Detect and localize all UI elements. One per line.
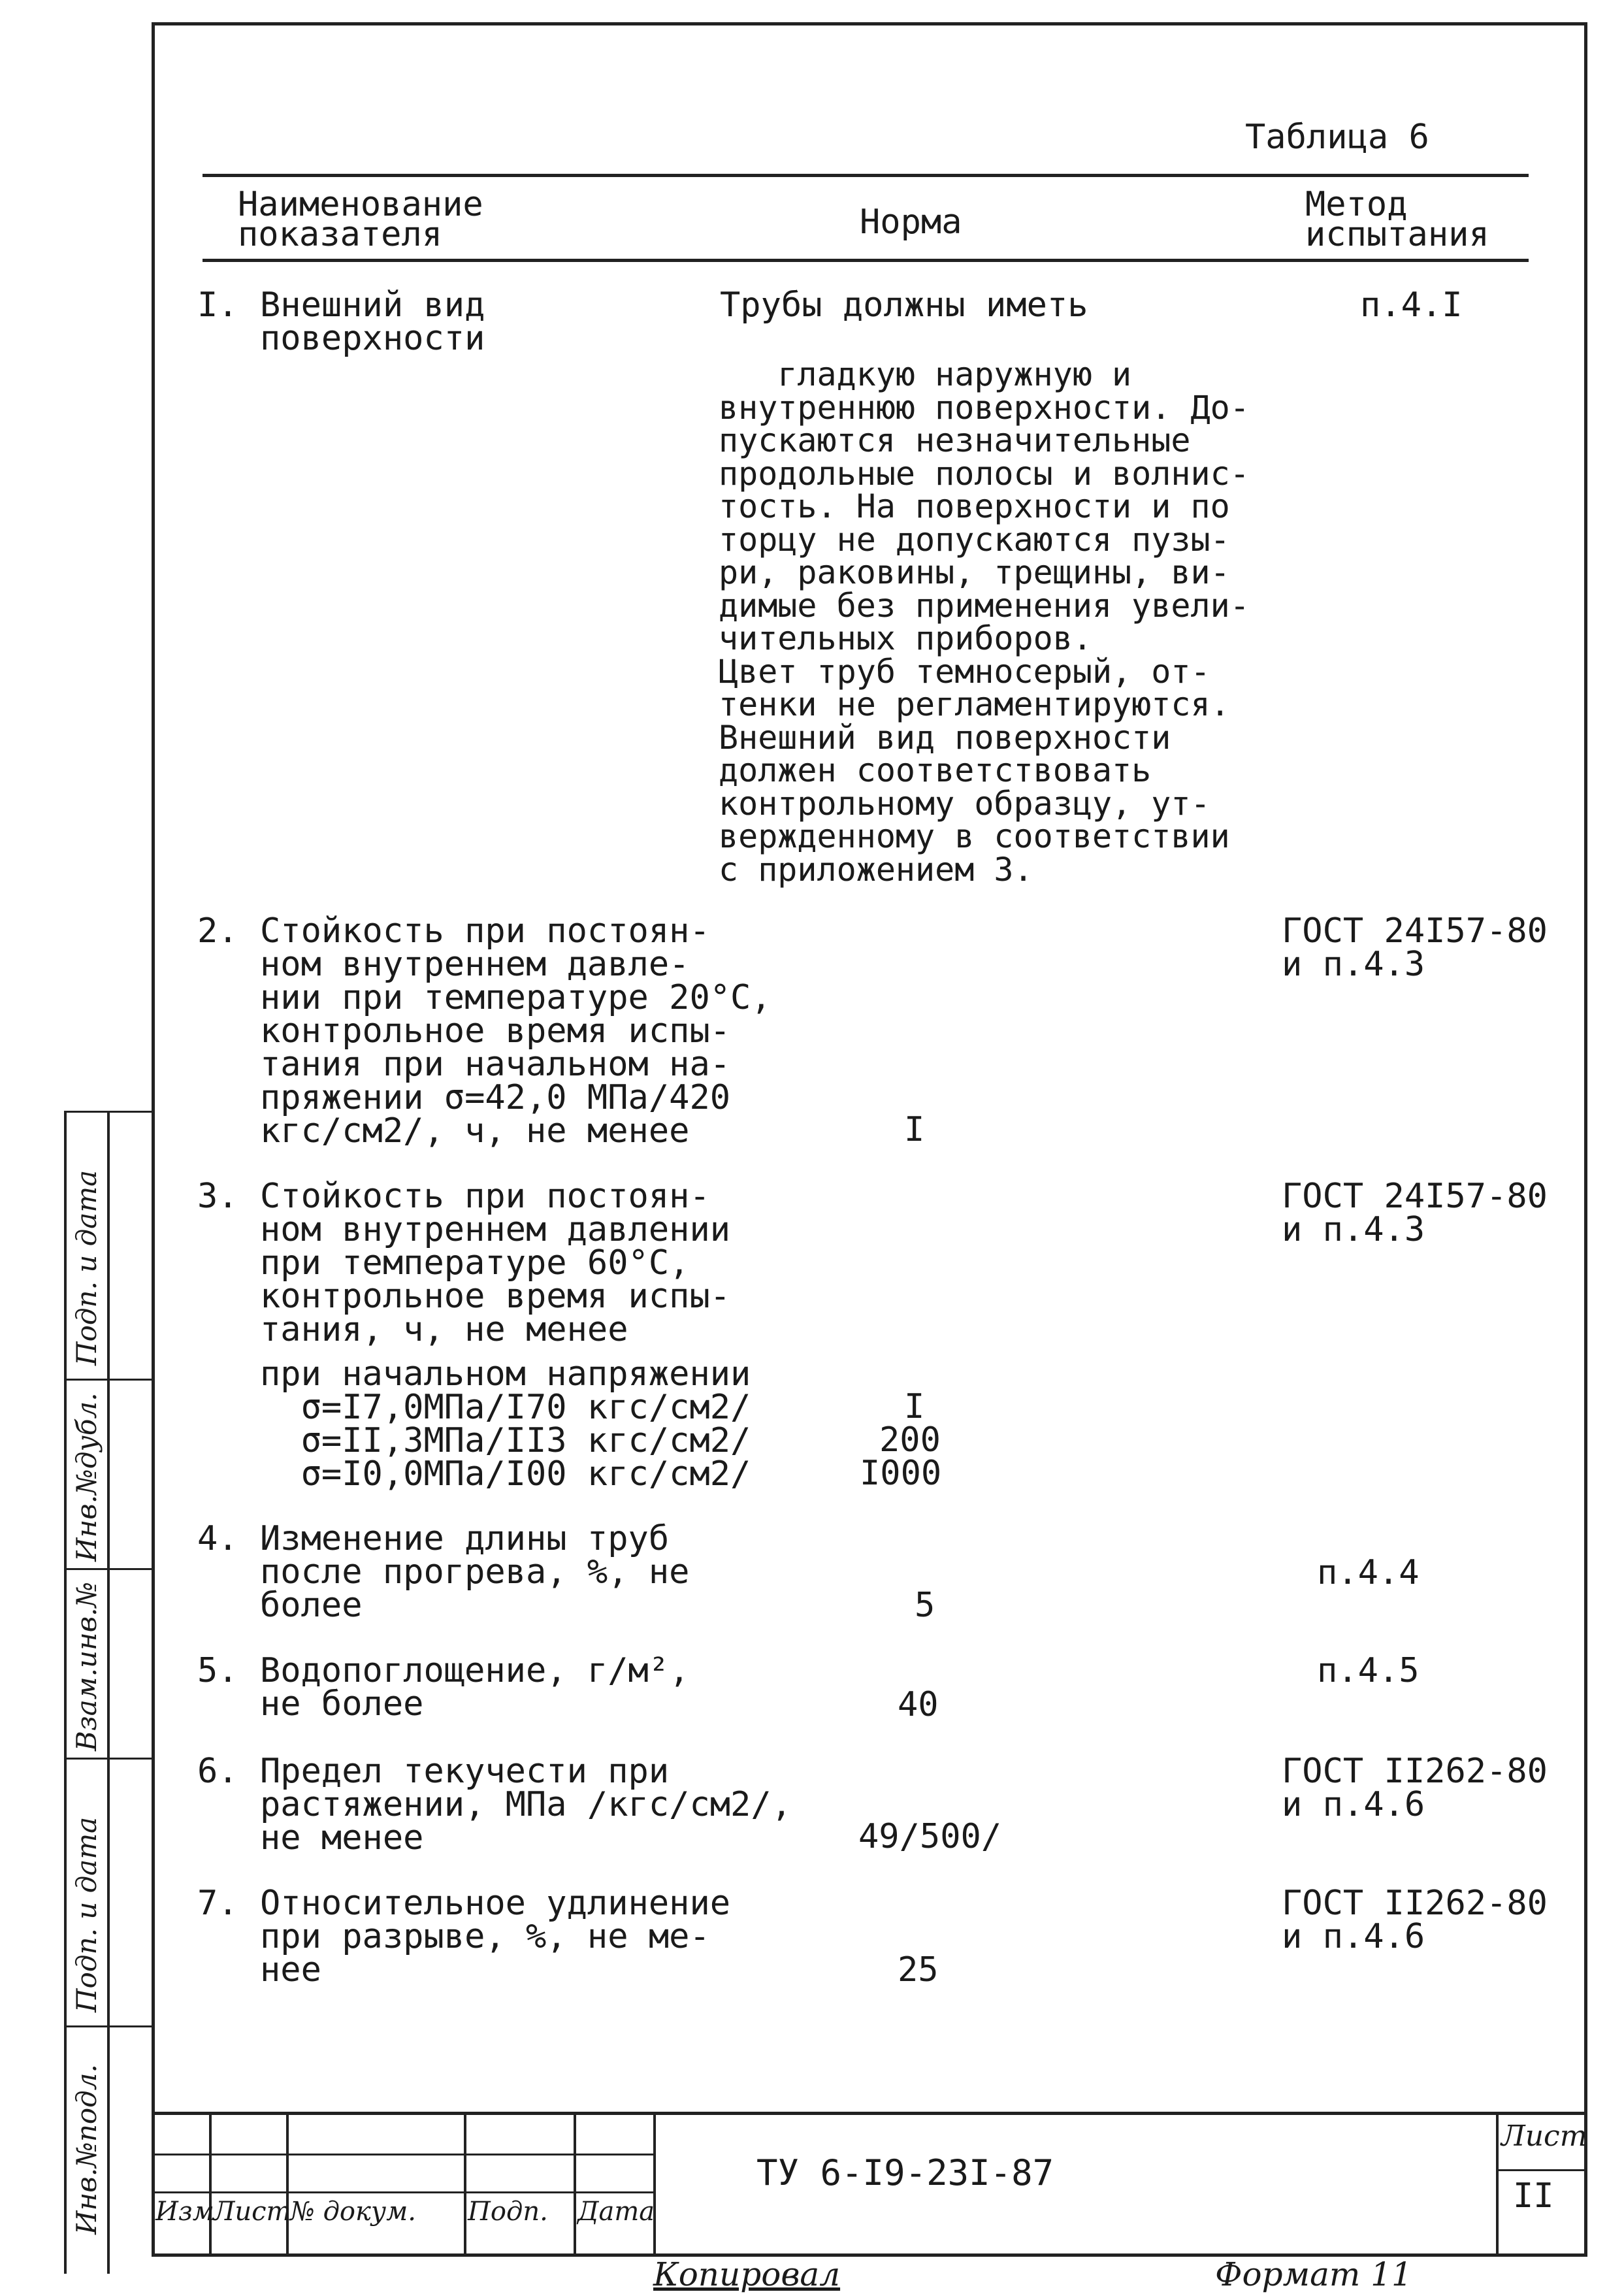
- side-strip-rule-2: [64, 1379, 154, 1381]
- stamp-doc-code: ТУ 6-I9-23I-87: [756, 2152, 1054, 2193]
- row-6-name: Предел текучести при растяжении, МПа /кгс/см2/, не менее: [260, 1752, 792, 1858]
- row-3-sub-conditions: при начальном напряжении σ=I7,0МПа/I70 кгс/см2/ σ=II,3МПа/II3 кгс/см2/ σ=I0,0МПа/I00 кгс/см2/: [260, 1354, 751, 1494]
- side-strip-outer-line: [64, 1111, 67, 2274]
- side-strip-rule-3: [64, 1568, 154, 1570]
- row-1-name: Внешний вид поверхности: [260, 286, 485, 358]
- row-5-num: 5.: [197, 1651, 238, 1690]
- row-1-norm-paragraph: гладкую наружную и внутреннюю поверхности. До- пускаются незначительные продольные полосы и волнис- тость. На поверхности и по торцу не допускаются пузы- ри, раковины, трещины, ви- димые без применения увели- чительных приборов. Цвет труб темносерый, от- тенки не регламентируются. Внешний вид поверхности должен соответствовать контрольному образцу, ут- вержденному в соответствии с приложением 3.: [719, 355, 1250, 889]
- side-label-inv-podl: Инв.№подл.: [71, 2064, 103, 2235]
- row-3-value-2: 200: [879, 1420, 941, 1460]
- row-2-norm: I: [904, 1110, 925, 1149]
- stamp-col-1: [209, 2112, 212, 2257]
- stamp-row-rule-1: [152, 2154, 655, 2155]
- stamp-top-rule: [152, 2112, 1587, 2115]
- row-6-norm: 49/500/: [858, 1817, 1002, 1856]
- stamp-row-rule-2: [152, 2191, 655, 2193]
- row-4-num: 4.: [197, 1519, 238, 1558]
- side-label-podp-data-1: Подп. и дата: [71, 1816, 103, 2012]
- side-label-vzam-inv: Взам.инв.№: [71, 1581, 103, 1751]
- stamp-sheet-rule: [1496, 2169, 1587, 2171]
- table-label: Таблица 6: [1245, 118, 1429, 157]
- row-7-num: 7.: [197, 1884, 238, 1923]
- stamp-col-sheet: [1496, 2112, 1499, 2257]
- row-1-norm: Трубы должны иметь: [720, 286, 1088, 325]
- row-6-num: 6.: [197, 1752, 238, 1791]
- side-label-inv-dubl: Инв.№дубл.: [71, 1392, 103, 1562]
- footer-format: Формат 11: [1215, 2255, 1412, 2293]
- stamp-col-5: [653, 2112, 656, 2257]
- row-3-method: ГОСТ 24I57-80 и п.4.3: [1282, 1177, 1548, 1249]
- stamp-col-2: [286, 2112, 289, 2257]
- row-3-value-3: I000: [860, 1454, 942, 1493]
- row-3-name: Стойкость при постоян- ном внутреннем давлении при температуре 60°С, контрольное время испы- тания, ч, не менее: [260, 1177, 731, 1349]
- row-1-method: п.4.I: [1360, 286, 1463, 325]
- header-top-rule: [203, 174, 1529, 177]
- header-bottom-rule: [203, 259, 1529, 262]
- footer-copied: Копировал: [653, 2255, 841, 2293]
- row-7-method: ГОСТ II262-80 и п.4.6: [1282, 1884, 1548, 1956]
- row-5-method: п.4.5: [1317, 1651, 1420, 1690]
- row-2-method: ГОСТ 24I57-80 и п.4.3: [1282, 911, 1548, 984]
- stamp-label-podp: Подп.: [468, 2197, 548, 2227]
- row-4-name: Изменение длины труб после прогрева, %, не более: [260, 1519, 690, 1625]
- side-strip-rule-5: [64, 2025, 154, 2027]
- header-col-method: Метод испытания: [1305, 185, 1489, 254]
- header-col-name: Наименование показателя: [238, 185, 483, 254]
- row-5-name: Водопоглощение, г/м², не более: [260, 1651, 690, 1724]
- row-2-name: Стойкость при постоян- ном внутреннем давле- нии при температуре 20°С, контрольное время испы- тания при начальном на- пряжении σ=42,0 МПа/420 кгс/см2/, ч, не менее: [260, 911, 771, 1151]
- row-2-num: 2.: [197, 911, 238, 951]
- row-3-value-1: I: [904, 1387, 925, 1426]
- row-1-num: I.: [197, 286, 238, 325]
- stamp-label-list: Лист: [213, 2197, 291, 2227]
- side-strip-rule-4: [64, 1758, 154, 1760]
- row-4-method: п.4.4: [1317, 1553, 1420, 1592]
- row-6-method: ГОСТ II262-80 и п.4.6: [1282, 1752, 1548, 1824]
- header-col-norm: Норма: [860, 203, 962, 242]
- row-3-num: 3.: [197, 1177, 238, 1216]
- row-7-name: Относительное удлинение при разрыве, %, не ме- нее: [260, 1884, 731, 1990]
- stamp-col-4: [574, 2112, 576, 2257]
- stamp-col-3: [464, 2112, 466, 2257]
- side-strip-mid-line: [107, 1111, 110, 2274]
- row-7-norm: 25: [898, 1950, 939, 1990]
- stamp-label-nomer-dokum: № докум.: [290, 2197, 416, 2227]
- stamp-label-izm: Изм: [155, 2197, 214, 2227]
- side-strip-rule-1: [64, 1111, 154, 1113]
- side-label-podp-data-2: Подп. и дата: [71, 1170, 103, 1366]
- stamp-sheet-number: II: [1513, 2176, 1554, 2216]
- row-5-norm: 40: [898, 1685, 939, 1724]
- stamp-label-data: Дата: [577, 2197, 655, 2227]
- stamp-sheet-label: Лист: [1501, 2120, 1587, 2153]
- row-4-norm: 5: [915, 1586, 935, 1625]
